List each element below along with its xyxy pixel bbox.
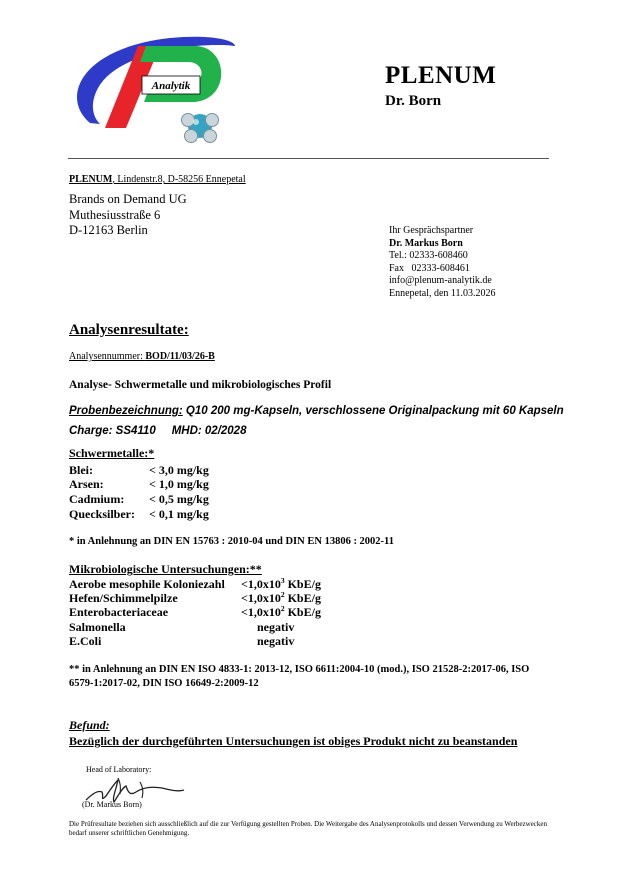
signer-name: (Dr. Markus Born) xyxy=(82,800,142,809)
analysis-type: Analyse- Schwermetalle und mikrobiologisches Profil xyxy=(69,379,332,391)
micro-prefix: <1,0x10 xyxy=(241,605,281,619)
sample-value: Q10 200 mg-Kapseln, verschlossene Originalpackung mit 60 Kapseln xyxy=(182,405,564,417)
analysis-number-value: BOD/11/03/26-B xyxy=(145,351,215,362)
header-divider xyxy=(68,158,549,159)
brand-name: PLENUM xyxy=(385,62,497,89)
micro-prefix: <1,0x10 xyxy=(241,591,281,605)
contact-block xyxy=(389,225,496,300)
plenum-analytik-logo xyxy=(60,28,240,158)
footer-disclaimer: Die Prüfresultate beziehen sich ausschließlich auf die zur Verfügung gestellten Proben. Die Weitergabe des Analysenprotokolls und dessen Verwendung zu Werbezwecken bedarf unserer schriftlichen Genehmigung. xyxy=(69,820,547,837)
micro-note: ** in Anlehnung an DIN EN ISO 4833-1: 2013-12, ISO 6611:2004-10 (mod.), ISO 21528-2:2017-06, ISO 6579-1:2017-02, DIN ISO 16649-2:2009-12 xyxy=(69,664,530,689)
head-of-lab-label: Head of Laboratory: xyxy=(86,765,152,774)
logo-badge-text: Analytik xyxy=(151,80,191,92)
micro-unit: KbE/g xyxy=(284,605,321,619)
micro-unit: KbE/g xyxy=(284,591,321,605)
micro-name: Hefen/Schimmelpilze xyxy=(69,591,178,605)
micro-exponent: 2 xyxy=(280,604,285,613)
contact-name: Dr. Markus Born xyxy=(389,237,463,249)
micro-name: Aerobe mesophile Koloniezahl xyxy=(69,577,225,591)
sample-label: Probenbezeichnung: xyxy=(69,405,183,417)
micro-exponent: 3 xyxy=(280,576,285,585)
molecule-icon xyxy=(182,114,219,143)
befund-text: Bezüglich der durchgeführten Untersuchungen ist obiges Produkt nicht zu beanstanden xyxy=(69,734,518,748)
micro-unit: KbE/g xyxy=(284,577,321,591)
sample-description xyxy=(69,405,564,417)
sender-company: PLENUM xyxy=(69,174,113,185)
recipient-address xyxy=(69,192,187,239)
micro-name: Salmonella xyxy=(69,620,126,634)
befund-title: Befund: xyxy=(69,718,110,732)
micro-name: E.Coli xyxy=(69,634,102,648)
metal-value: < 0,5 mg/kg xyxy=(149,492,209,506)
micro-value: negativ xyxy=(257,620,295,634)
metal-value: < 0,1 mg/kg xyxy=(149,507,209,521)
micro-exponent: 2 xyxy=(280,590,285,599)
heavy-metals-note: * in Anlehnung an DIN EN 15763 : 2010-04 und DIN EN 13806 : 2002-11 xyxy=(69,536,394,547)
metal-value: < 3,0 mg/kg xyxy=(149,463,209,477)
sender-address xyxy=(69,174,246,185)
brand-subtitle: Dr. Born xyxy=(385,93,442,109)
recipient-line: D-12163 Berlin xyxy=(69,223,148,237)
contact-phone: Tel.: 02333-608460 xyxy=(389,250,468,261)
place-date: Ennepetal, den 11.03.2026 xyxy=(389,287,496,299)
micro-prefix: <1,0x10 xyxy=(241,577,281,591)
metal-name: Quecksilber: xyxy=(69,507,135,521)
metal-name: Arsen: xyxy=(69,477,104,491)
contact-email: info@plenum-analytik.de xyxy=(389,275,492,286)
micro-title: Mikrobiologische Untersuchungen:** xyxy=(69,562,262,576)
contact-fax: Fax 02333-608461 xyxy=(389,262,470,274)
micro-name: Enterobacteriaceae xyxy=(69,605,169,619)
recipient-line: Brands on Demand UG xyxy=(69,192,187,206)
heavy-metals-title: Schwermetalle:* xyxy=(69,446,155,460)
recipient-line: Muthesiusstraße 6 xyxy=(69,207,161,222)
analysis-number xyxy=(69,351,215,362)
analysis-number-label: Analysennummer: xyxy=(69,351,146,362)
contact-label: Ihr Gesprächspartner xyxy=(389,225,474,236)
micro-value: negativ xyxy=(257,634,295,648)
metal-name: Cadmium: xyxy=(69,492,125,506)
section-title: Analysenresultate: xyxy=(69,322,189,338)
metal-value: < 1,0 mg/kg xyxy=(149,477,209,491)
micro-value xyxy=(241,605,321,620)
charge-line: Charge: SS4110 MHD: 02/2028 xyxy=(69,425,247,437)
metal-name: Blei: xyxy=(69,463,93,477)
sender-street: , Lindenstr.8, D-58256 Ennepetal xyxy=(112,174,246,185)
